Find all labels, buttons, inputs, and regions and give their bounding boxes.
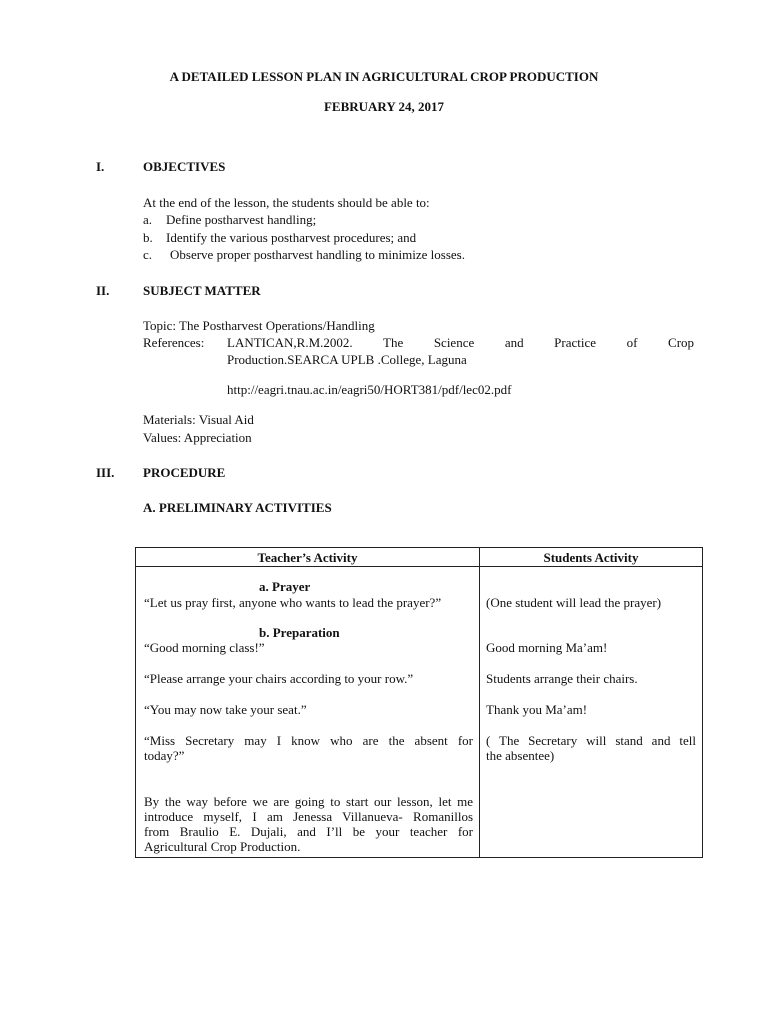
teacher-line: “Please arrange your chairs according to your row.”	[144, 671, 414, 686]
table-header-row	[136, 548, 703, 567]
activity-table	[135, 547, 703, 858]
objective-marker: b.	[143, 230, 153, 245]
student-line: Thank you Ma’am!	[486, 702, 588, 717]
references-line-2: Production.SEARCA UPLB .College, Laguna	[227, 352, 467, 367]
document-title: A DETAILED LESSON PLAN IN AGRICULTURAL CROP PRODUCTION	[169, 69, 599, 84]
objective-item	[143, 246, 152, 263]
prayer-heading: a. Prayer	[259, 579, 311, 594]
students-cell	[480, 567, 703, 858]
student-line: Good morning Ma’am!	[486, 640, 608, 655]
references-row	[143, 334, 694, 351]
objective-text: Observe proper postharvest handling to minimize losses.	[170, 247, 465, 262]
teacher-line: today?”	[144, 748, 185, 763]
section-number-procedure: III.	[96, 465, 115, 480]
col-header-students: Students Activity	[480, 548, 703, 567]
subject-values: Values: Appreciation	[143, 430, 252, 445]
teacher-line: “Miss Secretary may I know who are the absent for	[144, 733, 473, 748]
col-header-teacher: Teacher’s Activity	[136, 548, 480, 567]
section-heading-subject: SUBJECT MATTER	[143, 283, 261, 298]
objectives-intro: At the end of the lesson, the students should be able to:	[143, 195, 430, 210]
teacher-line: Agricultural Crop Production.	[144, 839, 301, 854]
teacher-line: from Braulio E. Dujali, and I’ll be your teacher for	[144, 824, 473, 839]
teacher-line: “Good morning class!”	[144, 640, 265, 655]
references-line-1: LANTICAN,R.M.2002. The Science and Practice of Crop	[227, 335, 695, 350]
teacher-cell	[136, 567, 480, 858]
student-line: (One student will lead the prayer)	[486, 595, 662, 610]
teacher-line: introduce myself, I am Jenessa Villanueva- Romanillos	[144, 809, 473, 824]
objective-item	[143, 211, 152, 228]
subject-topic: Topic: The Postharvest Operations/Handling	[143, 318, 375, 333]
section-number-objectives: I.	[96, 159, 105, 174]
section-heading-objectives: OBJECTIVES	[143, 159, 226, 174]
section-number-subject: II.	[96, 283, 110, 298]
objective-item	[143, 229, 153, 246]
objective-marker: a.	[143, 212, 153, 227]
table-row	[136, 567, 703, 858]
objective-text: Define postharvest handling;	[166, 212, 317, 227]
references-label: References:	[143, 335, 205, 350]
objective-text: Identify the various postharvest procedures; and	[166, 230, 417, 245]
teacher-line: “Let us pray first, anyone who wants to lead the prayer?”	[144, 595, 442, 610]
student-line: ( The Secretary will stand and tell	[486, 733, 696, 748]
section-heading-procedure: PROCEDURE	[143, 465, 226, 480]
reference-url: http://eagri.tnau.ac.in/eagri50/HORT381/pdf/lec02.pdf	[227, 382, 512, 397]
procedure-subheading: A. PRELIMINARY ACTIVITIES	[143, 500, 332, 515]
student-line: Students arrange their chairs.	[486, 671, 638, 686]
objective-marker: c.	[143, 247, 153, 262]
teacher-line: “You may now take your seat.”	[144, 702, 307, 717]
document-date: FEBRUARY 24, 2017	[323, 99, 445, 114]
teacher-line: By the way before we are going to start our lesson, let me	[144, 794, 473, 809]
student-line: the absentee)	[486, 748, 555, 763]
subject-materials: Materials: Visual Aid	[143, 412, 254, 427]
preparation-heading: b. Preparation	[259, 625, 340, 640]
